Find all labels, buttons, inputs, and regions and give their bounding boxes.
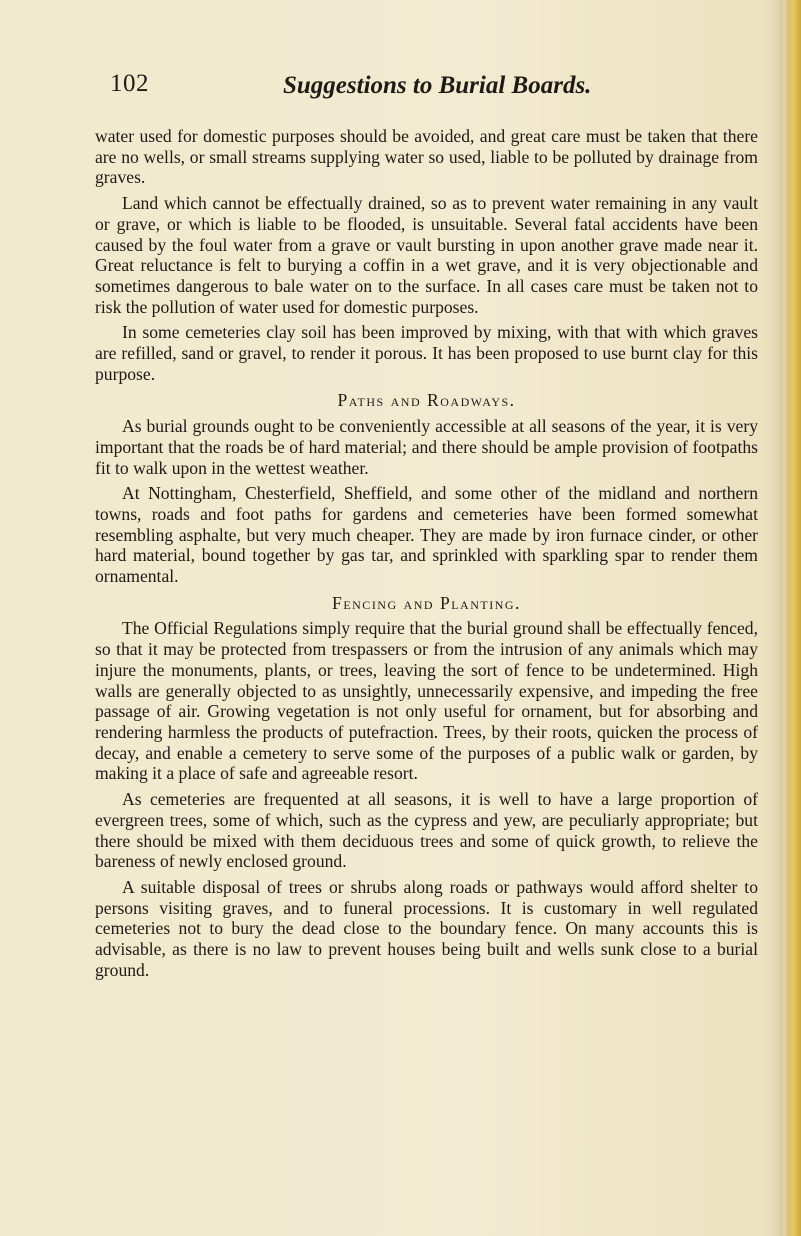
body-paragraph: As cemeteries are frequented at all seasons, it is well to have a large proportion of evergreen trees, some of which, such as the cypress and yew, are peculiarly appropriate; but there should be mixed with them deciduous trees and some of quick growth, to relieve the bareness of newly enclosed ground.: [95, 789, 758, 872]
body-paragraph: As burial grounds ought to be conveniently accessible at all seasons of the year, it is very important that the roads be of hard material; and there should be ample provision of footpaths fit to walk upon in the wettest weather.: [95, 416, 758, 478]
body-paragraph: At Nottingham, Chesterfield, Sheffield, and some other of the midland and northern towns, roads and foot paths for gardens and cemeteries have been formed somewhat resembling asphalte, but very much cheaper. They are made by iron furnace cinder, or other hard material, bound together by gas tar, and sprinkled with sparkling spar to render them ornamental.: [95, 483, 758, 587]
gilt-page-edge: [783, 0, 801, 1236]
section-heading: Fencing and Planting.: [332, 592, 521, 613]
body-paragraph: In some cemeteries clay soil has been improved by mixing, with that with which graves are refilled, sand or gravel, to render it porous. It has been proposed to use burnt clay for this purpose.: [95, 322, 758, 384]
running-head: Suggestions to Burial Boards.: [283, 72, 592, 99]
body-paragraph: The Official Regulations simply require that the burial ground shall be effectually fenced, so that it may be protected from trespassers or from the intrusion of any animals which may injure the monuments, plants, or trees, leaving the sort of fence to be undetermined. High walls are generally objected to as unsightly, unnecessarily expensive, and impeding the free passage of air. Growing vegetation is not only useful for ornament, but for absorbing and rendering harmless the products of putefraction. Trees, by their roots, quicken the process of decay, and enable a cemetery to serve some of the purposes of a public walk or garden, by making it a place of safe and agreeable resort.: [95, 618, 758, 784]
section-heading: Paths and Roadways.: [337, 390, 516, 411]
page-gutter-shadow: [773, 0, 783, 1236]
page-number: 102: [110, 70, 149, 97]
body-paragraph: Land which cannot be effectually drained, so as to prevent water remaining in any vault or grave, or which is liable to be flooded, is unsuitable. Several fatal accidents have been caused by the foul water from a grave or vault bursting in upon another grave made near it. Great reluctance is felt to burying a coffin in a wet grave, and it is very objectionable and sometimes dangerous to bale water on to the surface. In all cases care must be taken not to risk the pollution of water used for domestic purposes.: [95, 193, 758, 317]
page-header: [0, 70, 801, 110]
body-paragraph: water used for domestic purposes should be avoided, and great care must be taken that there are no wells, or small streams supplying water so used, liable to be polluted by drainage from graves.: [95, 126, 758, 188]
body-paragraph: A suitable disposal of trees or shrubs along roads or pathways would afford shelter to persons visiting graves, and to funeral processions. It is customary in well regulated cemeteries not to bury the dead close to the boundary fence. On many accounts this is advisable, as there is no law to prevent houses being built and wells sunk close to a burial ground.: [95, 876, 758, 980]
page-body: [95, 126, 758, 980]
